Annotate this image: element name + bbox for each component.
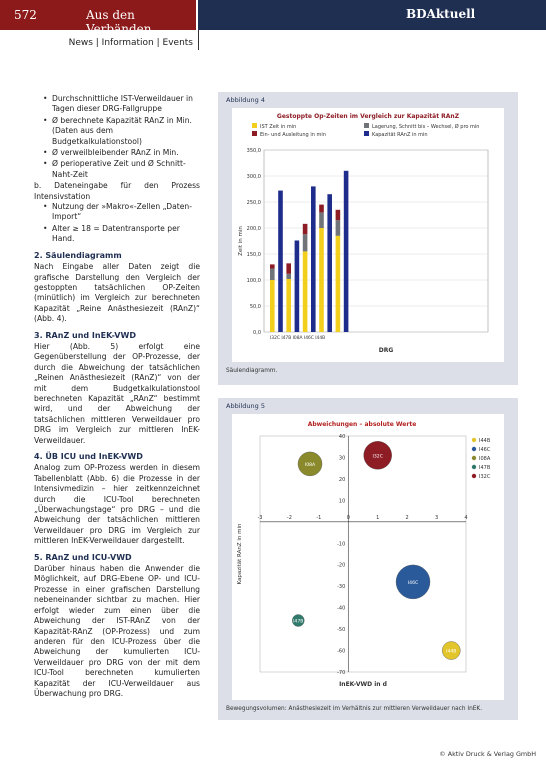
legend-swatch [472, 474, 476, 478]
header-left-band [0, 0, 196, 36]
figure-5-label: Abbildung 5 [226, 402, 266, 410]
legend-label: I44B [479, 438, 491, 444]
legend-label: I08A [479, 456, 491, 462]
bar-lagerung [270, 269, 275, 280]
heading-section-3: 3. RAnZ und InEK-VWD [34, 330, 136, 340]
bar-einleitung [319, 205, 324, 213]
paragraph-section-5: Darüber hinaus haben die Anwender die Möglichkeit, auf DRG-Ebene OP- und ICU-Prozesse in einer grafischen Darstellung nebeneinander sichtbar zu machen. Hier erfolgt wieder zum einen über die Abweichung der IST-RAnZ von der Kapazität-RAnZ (OP-Prozess) und zum anderen für den ICU-Prozess über die Abweichung der kumulierten ICU-Verweildauer pro DRG von der mit dem ICU-Tool berechneten kumulierten Kapazität der ICU-Verweildauer aus Überwachung pro DRG. [34, 564, 200, 698]
legend-label: Ein- und Ausleitung in min [260, 132, 326, 138]
y-tick-label: 300,0 [246, 174, 261, 180]
bar-kapazitaet [295, 240, 300, 332]
x-tick-label: -3 [257, 514, 263, 521]
list-item-b: b. Dateneingabe für den Prozess Intensivstation [34, 181, 200, 201]
legend-swatch [472, 465, 476, 469]
list-item: • Alter ≥ 18 = Datentransporte per Hand. [52, 224, 200, 245]
bar-kapazitaet [278, 191, 283, 332]
legend-swatch [472, 456, 476, 460]
bar-einleitung [303, 224, 308, 234]
bar-ist [303, 251, 308, 332]
chart-title: Abweichungen – absolute Werte [307, 421, 417, 428]
y-tick-label: 250,0 [246, 200, 261, 206]
y-tick-label: -60 [337, 648, 346, 655]
y-tick-label: 20 [338, 476, 346, 483]
page-number: 572 [14, 8, 37, 22]
bubble-label: I47B [293, 619, 304, 625]
legend-swatch [472, 447, 476, 451]
bar-ist [319, 228, 324, 332]
heading-section-5: 5. RAnZ und ICU-VWD [34, 552, 132, 562]
header-right-band [198, 0, 546, 30]
x-axis-label: InEK-VWD in d [339, 681, 387, 688]
bar-ist [336, 236, 341, 332]
bar-einleitung [270, 264, 275, 268]
y-tick-label: -10 [337, 541, 346, 548]
list-item: • Ø berechnete Kapazität RAnZ in Min. (Daten aus dem Budgetkalkulationstool) [52, 116, 200, 147]
paragraph-section-4: Analog zum OP-Prozess werden in diesem Tabellenblatt (Abb. 6) die Prozesse in der Intensivmedizin – hier zeitkennzeichnet durch die ICU-Tool berechneten „Überwachungstage“ pro DRG – und die Abweichung der tatsächlichen mittleren Verweildauer pro DRG im Vergleich zur mittleren InEK-Verweildauer dargestellt. [34, 463, 200, 546]
bubble-label: I44B [446, 649, 457, 655]
y-tick-label: 40 [338, 434, 346, 440]
y-tick-label: -50 [337, 627, 346, 634]
legend-label: Lagerung, Schnitt bis – Wechsel, Ø pro min [372, 124, 480, 130]
page-footer: © Aktiv Druck & Verlag GmbH [439, 750, 536, 758]
y-tick-label: -40 [337, 605, 346, 612]
bullet-list-top [34, 94, 200, 180]
y-tick-label: -70 [337, 670, 346, 676]
bar-einleitung [336, 210, 341, 220]
bar-lagerung [286, 274, 291, 279]
legend-label: I32C [479, 474, 491, 480]
x-axis-label: DRG [378, 347, 394, 354]
plot-area [257, 436, 466, 672]
bar-lagerung [303, 234, 308, 251]
bar-ist [286, 279, 291, 332]
y-tick-label: -30 [337, 584, 346, 591]
y-tick-label: 50,0 [249, 304, 261, 310]
y-axis-label: Zeit in min [238, 226, 244, 256]
section-title: Aus den Verbänden [86, 8, 152, 36]
x-tick-label: 2 [405, 514, 409, 521]
y-axis-label: Kapazität RAnZ in min [237, 523, 243, 585]
list-item: • Nutzung der »Makro«-Zellen „Daten-Import“ [52, 202, 200, 223]
bar-kapazitaet [344, 171, 349, 332]
bar-ist [270, 280, 275, 332]
x-tick-label: -2 [286, 514, 292, 521]
bar-lagerung [336, 220, 341, 236]
heading-section-2: 2. Säulendiagramm [34, 250, 122, 260]
bubble-label: I46C [407, 580, 419, 586]
figure-5-caption: Bewegungsvolumen: Anästhesiezeit im Verhältnis zur mittleren Verweildauer nach InEK. [226, 706, 483, 712]
legend-swatch [472, 438, 476, 442]
bar-chart-panel [232, 108, 504, 362]
article-text-column [34, 94, 200, 699]
bar-lagerung [319, 212, 324, 228]
figure-4-caption: Säulendiagramm. [226, 368, 278, 374]
x-tick-labels: I32C I47B I08A I46C I44B [270, 336, 326, 341]
list-item: • Ø verweilbleibender RAnZ in Min. [52, 148, 200, 158]
figure-4-label: Abbildung 4 [226, 96, 266, 104]
heading-section-4: 4. ÜB ICU und InEK-VWD [34, 452, 143, 461]
legend-label: I47B [479, 465, 491, 471]
bubble-label: I32C [372, 454, 383, 460]
figure-4 [218, 92, 518, 385]
bar-einleitung [286, 263, 291, 273]
bar-chart [232, 108, 504, 362]
list-item: • Ø perioperative Zeit und Ø Schnitt-Naht-Zeit [52, 159, 200, 180]
legend-swatch [364, 123, 369, 128]
bubble-label: I08A [304, 462, 316, 468]
y-tick-label: 10 [338, 498, 346, 505]
figure-5 [218, 398, 518, 720]
x-tick-label: 1 [376, 514, 380, 521]
chart-title: Gestoppte Op-Zeiten im Vergleich zur Kapazität RAnZ [276, 113, 460, 120]
header-divider [198, 30, 199, 50]
legend-swatch [364, 131, 369, 136]
x-tick-label: 3 [434, 514, 439, 521]
journal-brand: BDAktuell [406, 7, 476, 21]
x-tick-label: -1 [316, 514, 322, 521]
x-tick-label: 0 [346, 514, 350, 521]
bullet-list-b [34, 202, 200, 245]
y-tick-label: -20 [337, 562, 346, 569]
legend-label: Kapazität RAnZ in min [372, 132, 428, 138]
y-tick-label: 30 [338, 455, 346, 462]
legend-swatch [252, 131, 257, 136]
bar-kapazitaet [327, 194, 332, 332]
legend-label: IST Zeit in min [260, 124, 297, 130]
bubble-chart-panel [232, 414, 504, 700]
paragraph-section-2: Nach Eingabe aller Daten zeigt die grafische Darstellung den Vergleich der gestoppten tatsächlichen OP-Zeiten (minütlich) im Vergleich zur berechneten Kapazität „Reine Anästhesiezeit (RAnZ)“ (Abb. 4). [34, 262, 200, 324]
bar-kapazitaet [311, 186, 316, 332]
y-tick-label: 350,0 [246, 148, 261, 154]
legend-swatch [252, 123, 257, 128]
bubble-chart [232, 414, 504, 700]
list-item: • Durchschnittliche IST-Verweildauer in Tagen dieser DRG-Fallgruppe [52, 94, 200, 115]
x-tick-label: 4 [464, 514, 468, 521]
page-header [0, 0, 546, 36]
section-nav: News | Information | Events [68, 38, 193, 48]
y-tick-label: 100,0 [246, 278, 261, 284]
y-tick-label: 0,0 [253, 330, 261, 336]
y-tick-label: 150,0 [246, 252, 261, 258]
legend-label: I46C [479, 447, 491, 453]
paragraph-section-3: Hier (Abb. 5) erfolgt eine Gegenüberstellung der OP-Prozesse, der durch die Abweichung der tatsächlichen „Reinen Anästhesiezeit (RAnZ)“ von der mit dem Budgetkalkulationstool berechneten Kapazität „RAnZ“ bestimmt wird, und der Abweichung der tatsächlichen mittleren Verweildauer pro DRG im Vergleich zur mittleren InEK-Verweildauer. [34, 341, 200, 445]
y-tick-label: 200,0 [246, 226, 261, 232]
